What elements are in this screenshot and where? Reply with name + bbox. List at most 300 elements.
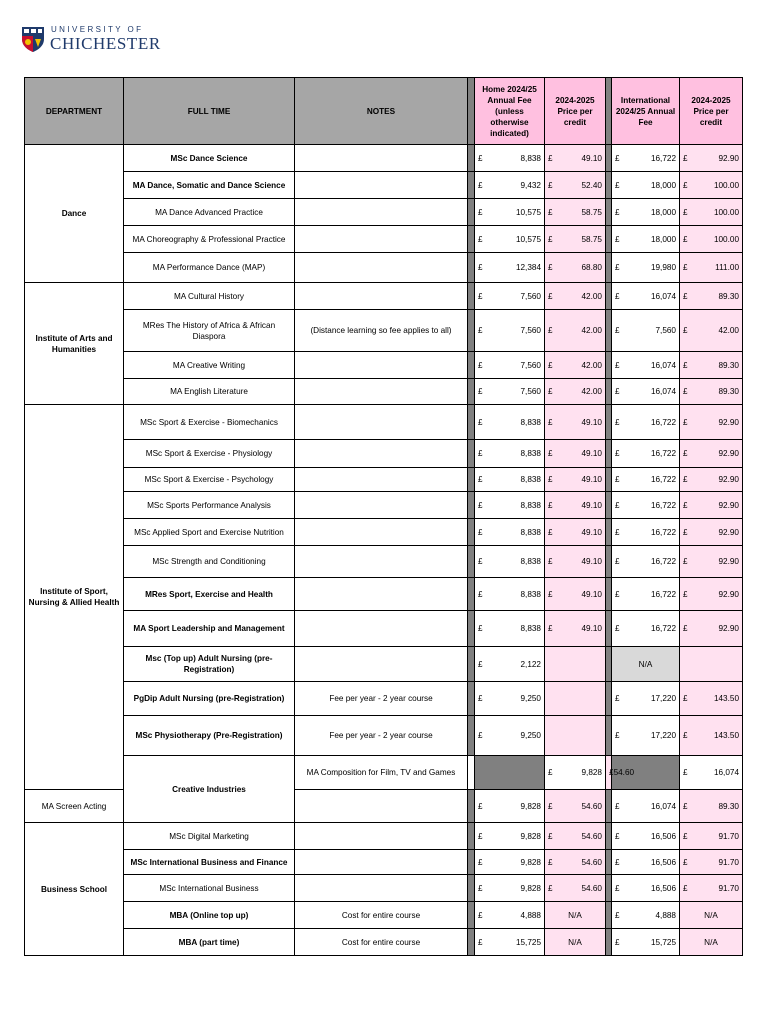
course-name: MSc Strength and Conditioning (124, 546, 295, 578)
column-gap (468, 310, 475, 352)
table-row (25, 682, 743, 716)
table-row (25, 929, 743, 956)
home-fee (475, 226, 545, 253)
home-credit-value: 52.40 (581, 180, 602, 190)
currency-symbol: £ (615, 624, 620, 633)
table-row (25, 226, 743, 253)
home-credit-value: 54.60 (581, 801, 602, 811)
home-credit (545, 352, 606, 379)
intl-fee (612, 902, 680, 929)
currency-symbol: £ (615, 801, 620, 811)
intl-fee-value: 16,722 (650, 475, 676, 484)
intl-credit-value: 92.90 (718, 589, 739, 599)
intl-credit-value: 92.90 (718, 500, 739, 510)
currency-symbol: £ (548, 180, 553, 190)
home-fee-value: 12,384 (515, 263, 541, 272)
currency-symbol: £ (615, 326, 620, 335)
intl-fee (680, 756, 743, 790)
intl-credit-value: 89.30 (718, 801, 739, 811)
table-row (25, 716, 743, 756)
currency-symbol: £ (548, 801, 553, 811)
currency-symbol: £ (683, 731, 688, 740)
currency-symbol: £ (615, 417, 620, 427)
intl-fee (612, 310, 680, 352)
currency-symbol: £ (478, 801, 483, 811)
course-notes: Cost for entire course (295, 902, 468, 929)
home-credit-value: 42.00 (581, 326, 602, 335)
home-credit (545, 492, 606, 519)
home-credit (545, 823, 606, 850)
intl-fee-value: 16,722 (650, 153, 676, 163)
intl-credit-value: 92.90 (718, 475, 739, 484)
intl-credit-value: 143.50 (713, 694, 739, 703)
home-credit-value: 42.00 (581, 360, 602, 370)
currency-symbol: £ (548, 527, 553, 537)
currency-symbol: £ (548, 291, 553, 301)
home-credit (545, 310, 606, 352)
home-fee (475, 790, 545, 823)
column-gap (468, 611, 475, 647)
column-gap (468, 546, 475, 578)
course-notes (295, 226, 468, 253)
home-fee-value: 9,828 (581, 768, 602, 777)
intl-credit-value: 91.70 (718, 831, 739, 841)
column-gap (468, 716, 475, 756)
currency-symbol: £ (615, 263, 620, 272)
intl-fee (612, 468, 680, 492)
currency-symbol: £ (615, 910, 620, 920)
intl-credit (680, 352, 743, 379)
currency-symbol: £ (548, 263, 553, 272)
table-row (25, 492, 743, 519)
course-name: MSc Sport & Exercise - Physiology (124, 440, 295, 468)
course-name: MA Composition for Film, TV and Games (295, 756, 468, 790)
course-notes: Fee per year - 2 year course (295, 682, 468, 716)
column-gap (468, 145, 475, 172)
course-name: MSc Sport & Exercise - Psychology (124, 468, 295, 492)
column-gap (468, 682, 475, 716)
column-gap (468, 78, 475, 145)
home-fee-value: 15,725 (515, 937, 541, 947)
home-credit (545, 850, 606, 875)
currency-symbol: £ (615, 731, 620, 740)
intl-credit-value: 42.00 (718, 326, 739, 335)
currency-symbol: £ (548, 326, 553, 335)
course-notes (295, 790, 468, 823)
course-notes (295, 578, 468, 611)
home-fee (475, 519, 545, 546)
currency-symbol: £ (478, 831, 483, 841)
column-gap (468, 929, 475, 956)
currency-symbol: £ (683, 883, 688, 893)
currency-symbol: £ (478, 883, 483, 893)
currency-symbol: £ (615, 291, 620, 301)
currency-symbol: £ (615, 883, 620, 893)
intl-fee-value: 16,722 (650, 557, 676, 566)
intl-fee (612, 716, 680, 756)
home-fee (475, 405, 545, 440)
home-fee-value: 9,828 (520, 831, 541, 841)
home-credit-value: 54.60 (581, 831, 602, 841)
home-fee-value: 9,828 (520, 857, 541, 867)
intl-fee (612, 519, 680, 546)
home-credit-value: 49.10 (581, 449, 602, 458)
header-notes: NOTES (295, 78, 468, 145)
home-credit: N/A (545, 929, 606, 956)
home-fee-value: 2,122 (520, 659, 541, 669)
intl-credit-value: 111.00 (715, 263, 739, 272)
home-fee (475, 902, 545, 929)
currency-symbol: £ (478, 910, 483, 920)
course-name: MA Sport Leadership and Management (124, 611, 295, 647)
home-fee (475, 283, 545, 310)
intl-fee (612, 611, 680, 647)
intl-fee (612, 682, 680, 716)
home-credit-value: 49.10 (581, 527, 602, 537)
course-name: MA Performance Dance (MAP) (124, 253, 295, 283)
currency-symbol: £ (478, 449, 483, 458)
intl-fee-value: 16,074 (650, 360, 676, 370)
intl-credit (680, 492, 743, 519)
currency-symbol: £ (548, 417, 553, 427)
currency-symbol: £ (683, 831, 688, 841)
intl-fee-value: 16,074 (650, 387, 676, 396)
table-row (25, 145, 743, 172)
intl-fee (612, 226, 680, 253)
intl-credit (680, 716, 743, 756)
currency-symbol: £ (548, 500, 553, 510)
currency-symbol: £ (683, 694, 688, 703)
department-cell: Institute of Arts and Humanities (25, 283, 124, 405)
currency-symbol: £ (683, 768, 688, 777)
intl-fee (612, 578, 680, 611)
home-credit-value: 49.10 (581, 500, 602, 510)
home-fee (475, 578, 545, 611)
home-fee-value: 9,250 (520, 694, 541, 703)
intl-fee-value: 16,722 (650, 589, 676, 599)
home-fee (475, 492, 545, 519)
intl-fee-value: 17,220 (650, 731, 676, 740)
home-credit-value: 49.10 (581, 417, 602, 427)
currency-symbol: £ (478, 857, 483, 867)
intl-credit (680, 790, 743, 823)
home-fee (475, 352, 545, 379)
intl-credit (680, 850, 743, 875)
table-row (25, 352, 743, 379)
currency-symbol: £ (615, 857, 620, 867)
column-gap (468, 823, 475, 850)
header-intl-credit: 2024-2025 Price per credit (680, 78, 743, 145)
column-gap (468, 468, 475, 492)
intl-credit-value: 143.50 (713, 731, 739, 740)
home-credit-value: 58.75 (581, 207, 602, 217)
course-notes (468, 756, 475, 790)
column-gap (468, 226, 475, 253)
course-name: MSc Sport & Exercise - Biomechanics (124, 405, 295, 440)
home-credit (545, 578, 606, 611)
header-intl-fee: International 2024/25 Annual Fee (612, 78, 680, 145)
table-row (25, 611, 743, 647)
currency-symbol: £ (615, 694, 620, 703)
header-home-fee: Home 2024/25 Annual Fee (unless otherwise indicated) (475, 78, 545, 145)
home-fee (475, 929, 545, 956)
intl-credit-value: 89.30 (718, 387, 739, 396)
intl-fee (612, 172, 680, 199)
intl-fee (612, 823, 680, 850)
currency-symbol: £ (683, 207, 688, 217)
intl-fee-value: 18,000 (650, 180, 676, 190)
currency-symbol: £ (548, 857, 553, 867)
course-name: MRes The History of Africa & African Diaspora (124, 310, 295, 352)
course-name: MA English Literature (124, 379, 295, 405)
currency-symbol: £ (615, 589, 620, 599)
currency-symbol: £ (478, 731, 483, 740)
currency-symbol: £ (615, 527, 620, 537)
intl-credit (680, 611, 743, 647)
home-fee (475, 546, 545, 578)
table-row (25, 283, 743, 310)
course-name: MSc International Business (124, 875, 295, 902)
intl-fee-value: 18,000 (650, 234, 676, 244)
column-gap (468, 405, 475, 440)
intl-fee (612, 440, 680, 468)
currency-symbol: £ (683, 153, 688, 163)
intl-credit-value: 100.00 (713, 180, 739, 190)
intl-fee (612, 145, 680, 172)
course-notes (295, 283, 468, 310)
header-home-credit: 2024-2025 Price per credit (545, 78, 606, 145)
home-fee-value: 8,838 (520, 449, 541, 458)
currency-symbol: £ (548, 589, 553, 599)
intl-credit (680, 823, 743, 850)
currency-symbol: £ (478, 207, 483, 217)
home-fee (475, 310, 545, 352)
university-logo (20, 24, 161, 54)
currency-symbol: £ (548, 360, 553, 370)
logo-line2: CHICHESTER (50, 34, 161, 53)
currency-symbol: £ (548, 234, 553, 244)
column-gap (468, 172, 475, 199)
currency-symbol: £ (478, 360, 483, 370)
home-fee-value: 8,838 (520, 475, 541, 484)
intl-credit (680, 172, 743, 199)
course-name: Msc (Top up) Adult Nursing (pre-Registration) (124, 647, 295, 682)
currency-symbol: £ (548, 557, 553, 566)
home-fee-value: 7,560 (520, 326, 541, 335)
home-credit (545, 716, 606, 756)
home-fee-value: 7,560 (520, 291, 541, 301)
intl-credit-value: 92.90 (718, 449, 739, 458)
intl-fee (612, 492, 680, 519)
currency-symbol: £ (548, 624, 553, 633)
intl-credit-value: 89.30 (718, 291, 739, 301)
currency-symbol: £ (683, 500, 688, 510)
table-row (25, 823, 743, 850)
currency-symbol: £ (478, 500, 483, 510)
intl-fee-value: 18,000 (650, 207, 676, 217)
header-full-time: FULL TIME (124, 78, 295, 145)
intl-credit (680, 253, 743, 283)
home-credit (545, 283, 606, 310)
currency-symbol: £ (615, 449, 620, 458)
home-fee-value: 8,838 (520, 500, 541, 510)
course-notes (295, 145, 468, 172)
intl-fee (612, 850, 680, 875)
course-name: MSc Physiotherapy (Pre-Registration) (124, 716, 295, 756)
intl-credit (680, 546, 743, 578)
table-row (25, 253, 743, 283)
intl-fee: N/A (612, 647, 680, 682)
currency-symbol: £ (683, 801, 688, 811)
currency-symbol: £ (478, 326, 483, 335)
currency-symbol: £ (478, 263, 483, 272)
home-fee (475, 468, 545, 492)
currency-symbol: £ (478, 527, 483, 537)
home-fee-value: 10,575 (515, 234, 541, 244)
intl-fee (612, 379, 680, 405)
table-row (25, 379, 743, 405)
table-row (25, 199, 743, 226)
intl-fee-value: 7,560 (655, 326, 676, 335)
home-fee (475, 850, 545, 875)
intl-credit-value: 92.90 (718, 624, 739, 633)
intl-credit (680, 647, 743, 682)
home-fee (475, 875, 545, 902)
column-gap (468, 379, 475, 405)
intl-fee (612, 352, 680, 379)
intl-fee-value: 16,722 (650, 449, 676, 458)
course-notes (295, 199, 468, 226)
home-credit-value: 49.10 (581, 557, 602, 566)
currency-symbol: £ (478, 589, 483, 599)
intl-credit (680, 283, 743, 310)
home-credit (545, 226, 606, 253)
table-row (25, 405, 743, 440)
intl-credit (680, 578, 743, 611)
intl-fee-value: 17,220 (650, 694, 676, 703)
intl-credit-value: 92.90 (718, 153, 739, 163)
currency-symbol: £ (615, 207, 620, 217)
home-fee (475, 823, 545, 850)
home-credit (545, 172, 606, 199)
currency-symbol: £ (615, 831, 620, 841)
course-name: PgDip Adult Nursing (pre-Registration) (124, 682, 295, 716)
course-name: MSc Sports Performance Analysis (124, 492, 295, 519)
home-credit-value: 42.00 (581, 387, 602, 396)
table-row (25, 440, 743, 468)
home-fee-value: 7,560 (520, 387, 541, 396)
course-notes (295, 546, 468, 578)
home-fee-value: 10,575 (515, 207, 541, 217)
currency-symbol: £ (615, 180, 620, 190)
currency-symbol: £ (548, 475, 553, 484)
course-notes: (Distance learning so fee applies to all) (295, 310, 468, 352)
intl-credit-value: 92.90 (718, 527, 739, 537)
home-credit-value: 54.60 (613, 768, 635, 777)
home-fee (475, 253, 545, 283)
course-name: MSc Dance Science (124, 145, 295, 172)
column-gap (468, 647, 475, 682)
course-name: MSc International Business and Finance (124, 850, 295, 875)
column-gap (468, 199, 475, 226)
intl-credit-value: 100.00 (713, 207, 739, 217)
table-row (25, 310, 743, 352)
currency-symbol: £ (615, 500, 620, 510)
column-gap (468, 875, 475, 902)
currency-symbol: £ (478, 937, 483, 947)
home-fee (475, 172, 545, 199)
intl-credit (680, 199, 743, 226)
column-gap (468, 850, 475, 875)
intl-fee (612, 546, 680, 578)
currency-symbol: £ (683, 387, 688, 396)
home-credit (545, 145, 606, 172)
intl-credit-value: 91.70 (718, 857, 739, 867)
home-fee (475, 145, 545, 172)
department-cell: Dance (25, 145, 124, 283)
intl-credit: N/A (680, 929, 743, 956)
currency-symbol: £ (478, 624, 483, 633)
course-notes (295, 850, 468, 875)
intl-credit (680, 310, 743, 352)
course-name: MRes Sport, Exercise and Health (124, 578, 295, 611)
home-credit (545, 790, 606, 823)
course-name: MA Choreography & Professional Practice (124, 226, 295, 253)
currency-symbol: £ (478, 234, 483, 244)
intl-fee-value: 16,506 (650, 831, 676, 841)
course-name: MSc Applied Sport and Exercise Nutrition (124, 519, 295, 546)
home-credit-value: 42.00 (581, 291, 602, 301)
home-credit (545, 611, 606, 647)
currency-symbol: £ (615, 153, 620, 163)
course-notes (295, 440, 468, 468)
intl-credit (680, 440, 743, 468)
intl-fee-value: 19,980 (650, 263, 676, 272)
home-fee (475, 647, 545, 682)
column-gap (468, 902, 475, 929)
fees-table (24, 77, 743, 956)
home-credit-value: 49.10 (581, 153, 602, 163)
course-notes (295, 405, 468, 440)
intl-fee-value: 16,722 (650, 500, 676, 510)
column-gap (468, 492, 475, 519)
home-fee-value: 9,250 (520, 731, 541, 740)
crest-icon (20, 25, 46, 53)
course-name: MBA (part time) (124, 929, 295, 956)
intl-fee-value: 16,722 (650, 417, 676, 427)
intl-fee-value: 16,074 (650, 801, 676, 811)
intl-fee-value: 16,506 (650, 857, 676, 867)
intl-fee (612, 283, 680, 310)
course-notes (295, 519, 468, 546)
home-fee-value: 9,828 (520, 883, 541, 893)
column-gap (468, 352, 475, 379)
intl-credit (680, 145, 743, 172)
course-notes (295, 492, 468, 519)
intl-fee (612, 199, 680, 226)
intl-credit (680, 405, 743, 440)
currency-symbol: £ (548, 449, 553, 458)
table-row (25, 875, 743, 902)
intl-credit-value: 92.90 (718, 557, 739, 566)
column-gap (468, 440, 475, 468)
column-gap (468, 283, 475, 310)
home-fee (475, 682, 545, 716)
column-gap (468, 790, 475, 823)
home-fee-value: 8,838 (520, 589, 541, 599)
currency-symbol: £ (478, 153, 483, 163)
home-fee (545, 756, 606, 790)
